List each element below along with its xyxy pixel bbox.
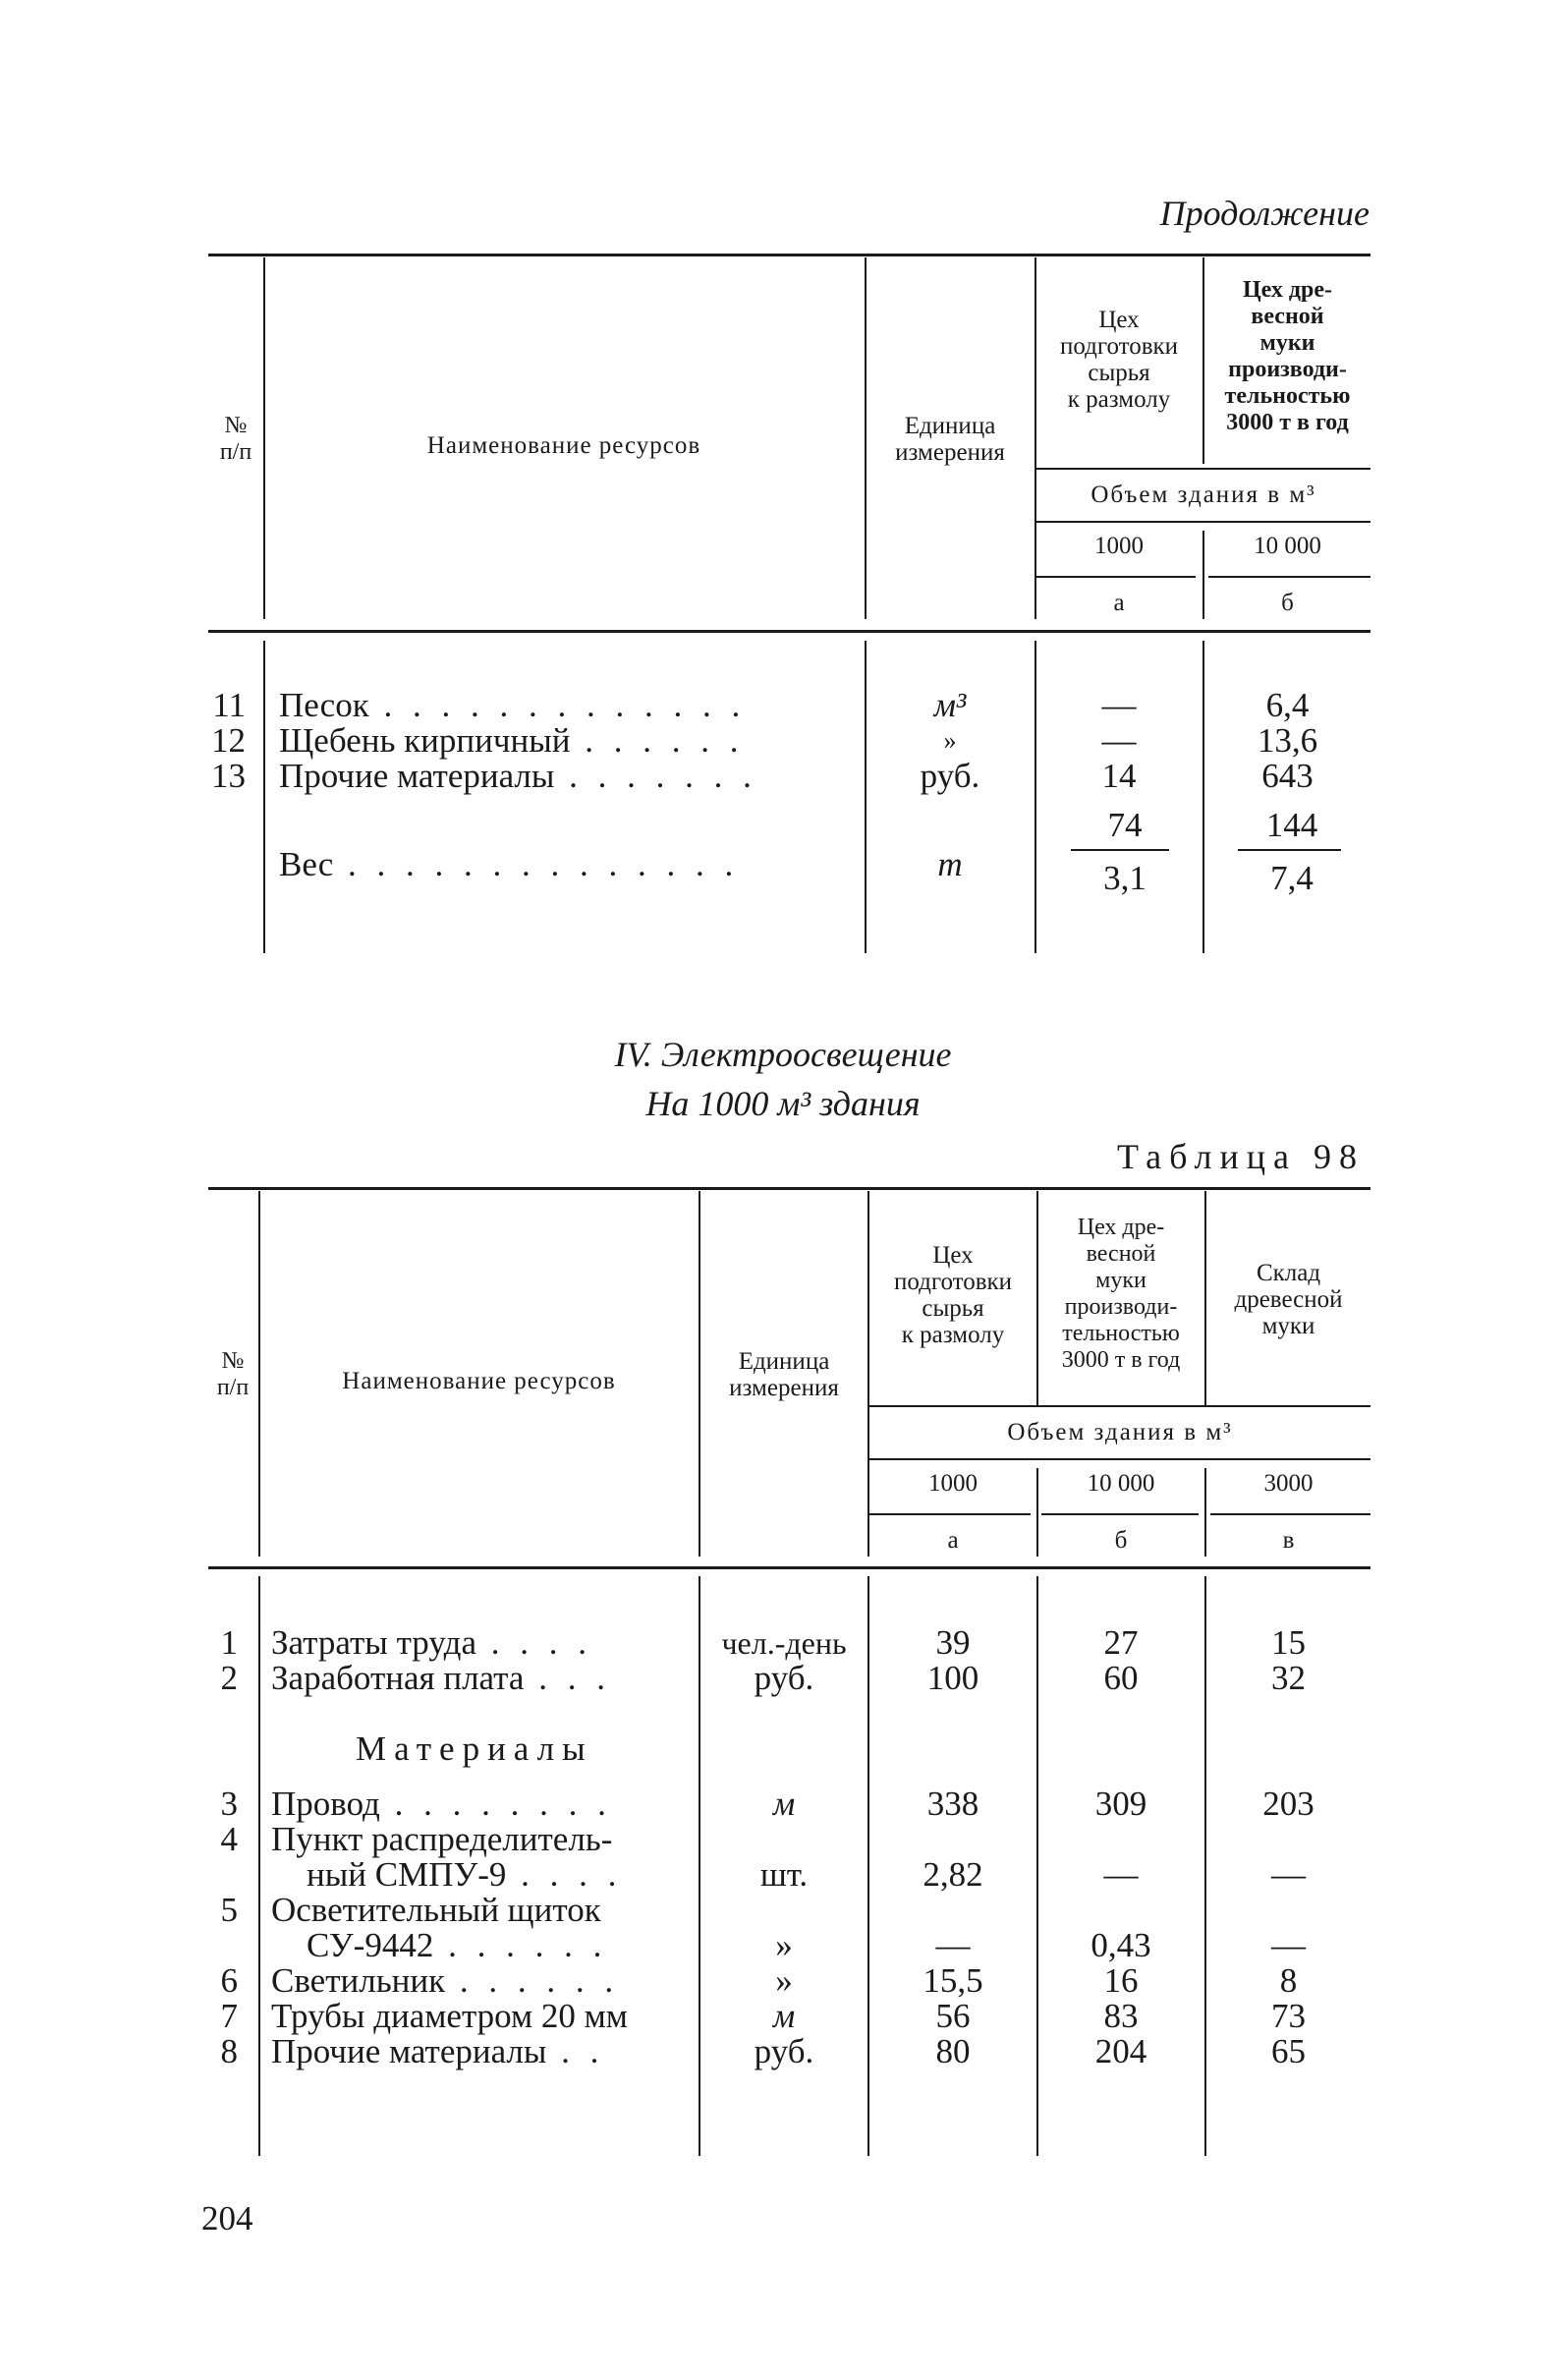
table2-letter-c: в: [1282, 1527, 1295, 1554]
table2-top-rule: [208, 1187, 1370, 1190]
table1-volume-value-b: 10 000: [1254, 533, 1321, 559]
table1-col-b-header: Цех дре- весной муки производи- тельностью 3000 т в год: [1224, 277, 1351, 435]
resource-name: Прочие материалы . . . . . . .: [279, 757, 757, 795]
weight-unit: т: [937, 845, 963, 883]
value-b: 60: [1103, 1659, 1139, 1697]
unit: м: [772, 1785, 796, 1823]
table2-volume-top-rule: [869, 1405, 1370, 1407]
value-a: 80: [935, 2032, 971, 2070]
table2-col-c-header: Склад древесной муки: [1234, 1260, 1343, 1339]
table1-vline-1b: [263, 641, 265, 953]
value-b: 309: [1094, 1785, 1147, 1823]
table2-col-b-header: Цех дре- весной муки производи- тельностью 3000 т в год: [1061, 1215, 1181, 1373]
table2-col-a-header: Цех подготовки сырья к размолу: [893, 1242, 1013, 1348]
value-b: 16: [1103, 1961, 1139, 2000]
unit: шт.: [759, 1855, 809, 1894]
resource-name: Прочие материалы . .: [271, 2032, 605, 2070]
resource-name: Осветительный щиток: [271, 1891, 601, 1929]
row-number: 1: [220, 1623, 238, 1662]
table1-letter-a: а: [1113, 590, 1125, 616]
table1-volume-top-rule: [1036, 468, 1370, 470]
table-label: Таблица 98: [1117, 1137, 1365, 1176]
unit: чел.-день: [721, 1625, 847, 1661]
table2-letter-a: а: [947, 1527, 959, 1554]
value-a: 15,5: [923, 1961, 983, 2000]
table1-volume-value-a: 1000: [1094, 533, 1144, 559]
value-b: 643: [1261, 757, 1314, 795]
unit: руб.: [754, 2032, 814, 2070]
table2-volume-value-b: 10 000: [1087, 1470, 1155, 1497]
table1-name-header: Наименование ресурсов: [426, 432, 701, 459]
unit: м³: [933, 686, 967, 724]
value-a: —: [1101, 686, 1137, 724]
table2-volume-bottom-rule: [869, 1458, 1370, 1460]
value-a: 14: [1101, 757, 1137, 795]
resource-name-continued: ный СМПУ-9 . . . .: [307, 1855, 623, 1894]
weight-label: Вес . . . . . . . . . . . . . .: [279, 845, 740, 883]
section-subtitle: На 1000 м³ здания: [645, 1084, 921, 1123]
value-c: 32: [1271, 1659, 1306, 1697]
row-number: 4: [220, 1820, 238, 1858]
value-c: 73: [1271, 1997, 1306, 2035]
weight-b-fraction-bar: [1238, 849, 1341, 851]
value-b: 27: [1103, 1623, 1139, 1662]
value-b: 0,43: [1091, 1926, 1151, 1964]
row-number: 6: [220, 1961, 238, 2000]
table2-name-header: Наименование ресурсов: [342, 1368, 616, 1394]
value-c: 15: [1271, 1623, 1306, 1662]
value-b: 13,6: [1257, 721, 1318, 760]
table2-vline-1b: [258, 1576, 260, 2156]
value-c: 65: [1271, 2032, 1306, 2070]
table2-values-rule-a: [869, 1513, 1031, 1515]
table2-volume-value-a: 1000: [928, 1470, 978, 1497]
value-a: 2,82: [923, 1855, 983, 1894]
table2-values-rule-b: [1041, 1513, 1199, 1515]
resource-name: Пункт распределитель-: [271, 1820, 613, 1858]
resource-name: Песок . . . . . . . . . . . . .: [279, 686, 747, 724]
row-number: 7: [220, 1997, 238, 2035]
weight-a-bottom: 3,1: [1103, 859, 1147, 897]
row-number: 5: [220, 1891, 238, 1929]
row-number: 8: [220, 2032, 238, 2070]
page-number: 204: [201, 2199, 253, 2238]
value-b: —: [1103, 1855, 1139, 1894]
resource-name: Провод . . . . . . . .: [271, 1785, 612, 1823]
resource-name: Заработная плата . . .: [271, 1659, 611, 1697]
weight-a-fraction-bar: [1071, 849, 1169, 851]
value-a: 338: [926, 1785, 979, 1823]
value-c: —: [1271, 1926, 1306, 1964]
resource-name: Затраты труда . . . .: [271, 1623, 592, 1662]
value-b: 83: [1103, 1997, 1139, 2035]
unit: руб.: [754, 1659, 814, 1697]
resource-name: Трубы диаметром 20 мм: [271, 1997, 628, 2035]
unit: »: [943, 726, 957, 755]
unit: »: [775, 1961, 793, 2000]
table1-letter-b: б: [1281, 590, 1294, 616]
value-a: 56: [935, 1997, 971, 2035]
table1-unit-header: Единица измерения: [895, 413, 1005, 466]
table1-volume-bottom-rule: [1036, 521, 1370, 523]
section-title: IV. Электроосвещение: [614, 1035, 952, 1074]
value-b: 204: [1094, 2032, 1147, 2070]
weight-b-top: 144: [1265, 806, 1318, 844]
table2-num-header: № п/п: [216, 1348, 250, 1400]
resource-name-continued: СУ-9442 . . . . . .: [307, 1926, 608, 1964]
weight-a-top: 74: [1107, 806, 1143, 844]
value-c: 8: [1279, 1961, 1298, 2000]
table1-col-a-header: Цех подготовки сырья к размолу: [1059, 307, 1179, 413]
table2-header-bottom-rule: [208, 1566, 1370, 1569]
value-c: 203: [1262, 1785, 1314, 1823]
table1-values-rule-a: [1036, 576, 1196, 578]
table1-top-rule: [208, 254, 1370, 256]
row-number: 13: [211, 757, 246, 795]
value-a: 39: [935, 1623, 971, 1662]
row-number: 2: [220, 1659, 238, 1697]
unit: »: [775, 1926, 793, 1964]
table2-volume-header: Объем здания в м³: [1007, 1419, 1233, 1445]
value-a: 100: [926, 1659, 979, 1697]
continuation-label: Продолжение: [1159, 194, 1370, 233]
value-c: —: [1271, 1855, 1306, 1894]
table2-values-rule-c: [1210, 1513, 1370, 1515]
table2-letter-b: б: [1114, 1527, 1128, 1554]
table1-num-header: № п/п: [219, 413, 252, 465]
row-number: 3: [220, 1785, 238, 1823]
unit: руб.: [920, 757, 980, 795]
row-number: 12: [211, 721, 246, 760]
resource-name: Светильник . . . . . .: [271, 1961, 620, 2000]
value-b: 6,4: [1265, 686, 1310, 724]
table1-header-bottom-rule: [208, 630, 1370, 633]
table2-volume-value-c: 3000: [1263, 1470, 1314, 1497]
resource-name: Щебень кирпичный . . . . . .: [279, 721, 745, 760]
weight-b-bottom: 7,4: [1270, 859, 1314, 897]
table2-unit-header: Единица измерения: [729, 1348, 839, 1401]
value-a: —: [935, 1926, 971, 1964]
unit: м: [772, 1997, 796, 2035]
table1-values-rule-b: [1208, 576, 1370, 578]
value-a: —: [1101, 721, 1137, 760]
table1-volume-header: Объем здания в м³: [1091, 482, 1316, 508]
materials-heading: Материалы: [356, 1729, 593, 1768]
row-number: 11: [212, 686, 246, 724]
